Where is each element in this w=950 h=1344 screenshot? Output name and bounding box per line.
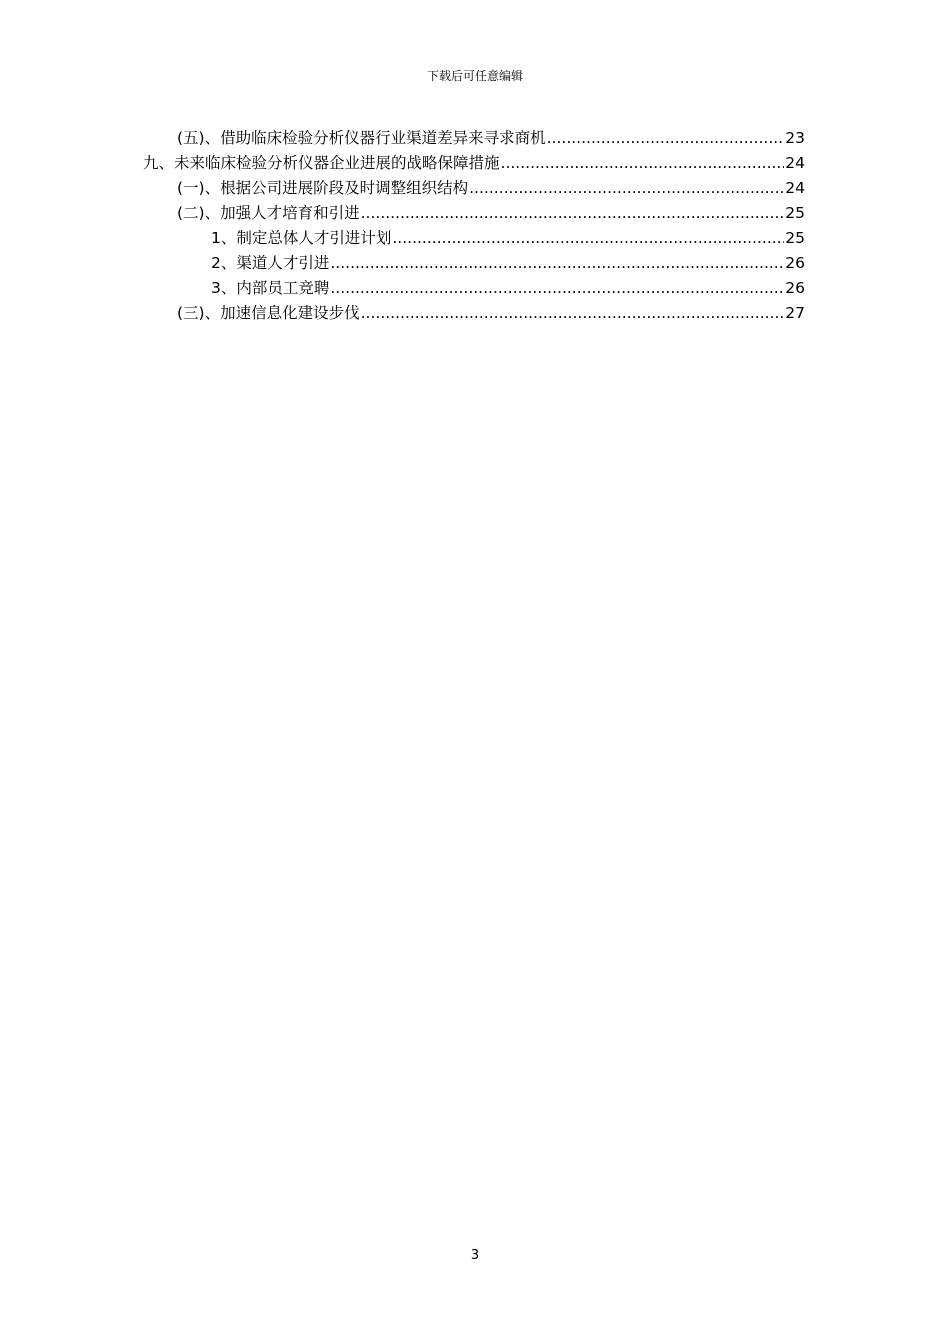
toc-entry[interactable] (211, 276, 805, 301)
toc-entry-page: 24 (785, 154, 805, 172)
toc-entry-page: 23 (785, 129, 805, 147)
toc-entry-page: 24 (785, 179, 805, 197)
toc-entry-page: 26 (785, 254, 805, 272)
toc-entry-title: 1、制定总体人才引进计划 (211, 229, 392, 247)
toc-dot-leader (392, 226, 784, 251)
toc-entry-page: 25 (785, 229, 805, 247)
toc-entry-page: 25 (785, 204, 805, 222)
toc-entry[interactable] (177, 176, 805, 201)
toc-entry[interactable] (177, 126, 805, 151)
toc-dot-leader (330, 276, 784, 301)
toc-entry-page: 27 (785, 304, 805, 322)
toc-entry[interactable] (177, 301, 805, 326)
toc-entry[interactable] (211, 226, 805, 251)
toc-dot-leader (330, 251, 784, 276)
page-header-note: 下载后可任意编辑 (426, 69, 523, 83)
toc-entry-title: 3、内部员工竞聘 (211, 279, 330, 297)
toc-entry-title: 九、未来临床检验分析仪器企业进展的战略保障措施 (143, 154, 500, 172)
toc-entry[interactable] (143, 151, 805, 176)
toc-entry[interactable] (177, 201, 805, 226)
toc-entry-title: 2、渠道人才引进 (211, 254, 330, 272)
toc-dot-leader (361, 301, 785, 326)
toc-dot-leader (469, 176, 784, 201)
toc-entry-title: (五)、借助临床检验分析仪器行业渠道差异来寻求商机 (177, 129, 546, 147)
toc-dot-leader (501, 151, 785, 176)
toc-dot-leader (547, 126, 785, 151)
toc-entry-title: (二)、加强人才培育和引进 (177, 204, 360, 222)
toc-entry[interactable] (211, 251, 805, 276)
toc-dot-leader (361, 201, 785, 226)
page-number: 3 (470, 1248, 480, 1263)
toc-entry-title: (三)、加速信息化建设步伐 (177, 304, 360, 322)
toc-entry-title: (一)、根据公司进展阶段及时调整组织结构 (177, 179, 469, 197)
toc-entry-page: 26 (785, 279, 805, 297)
